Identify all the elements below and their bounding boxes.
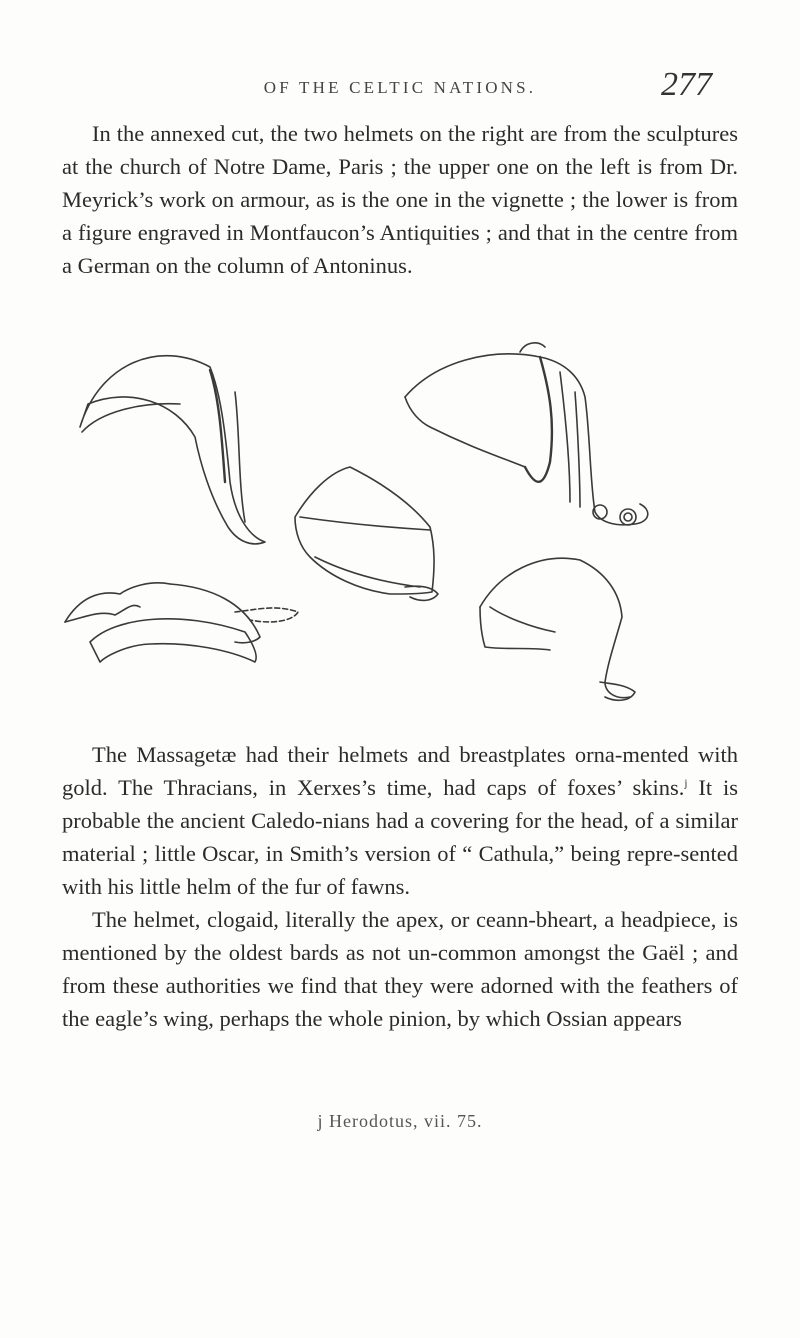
helmet-upper-right — [405, 343, 648, 525]
running-head: OF THE CELTIC NATIONS. — [263, 78, 537, 97]
helmet-lower-right — [480, 558, 635, 700]
page-number: 277 — [661, 66, 712, 103]
footnote-marker: j — [684, 777, 688, 790]
intro-paragraph-block — [62, 117, 738, 282]
helmet-upper-left — [80, 356, 265, 544]
helmet-lower-left — [65, 583, 298, 662]
intro-paragraph: In the annexed cut, the two helmets on the right are from the sculptures at the church of Notre Dame, Paris ; the upper one on the left is from Dr. Meyrick’s work on armour, as is the one in the vignette ; the lower is from a figure engraved in Montfaucon’s Antiquities ; and that in the centre from a German on the column of Antoninus. — [62, 121, 738, 278]
paragraph-helmet: The helmet, clogaid, literally the apex, or ceann-bheart, a headpiece, is mentioned by the oldest bards as not un-common amongst the Gaël ; and from these authorities we find that they were adorned with the feathers of the eagle’s wing, perhaps the whole pinion, by which Ossian appears — [62, 907, 738, 1031]
body-text-block — [62, 738, 738, 1035]
helmet-centre — [295, 467, 438, 600]
paragraph-massagetae: The Massagetæ had their helmets and breastplates orna-mented with gold. The Thracians, in Xerxes’s time, had caps of foxes’ skins.$^j$ It is probable the ancient Caledo-nians had a covering for the head, of a similar material ; little Oscar, in Smith’s version of “ Cathula,” being repre-sented with his little helm of the fur of fawns. — [62, 742, 738, 899]
footnote: j Herodotus, vii. 75. — [317, 1111, 483, 1131]
helmets-illustration — [60, 332, 660, 722]
page-header — [0, 66, 800, 112]
